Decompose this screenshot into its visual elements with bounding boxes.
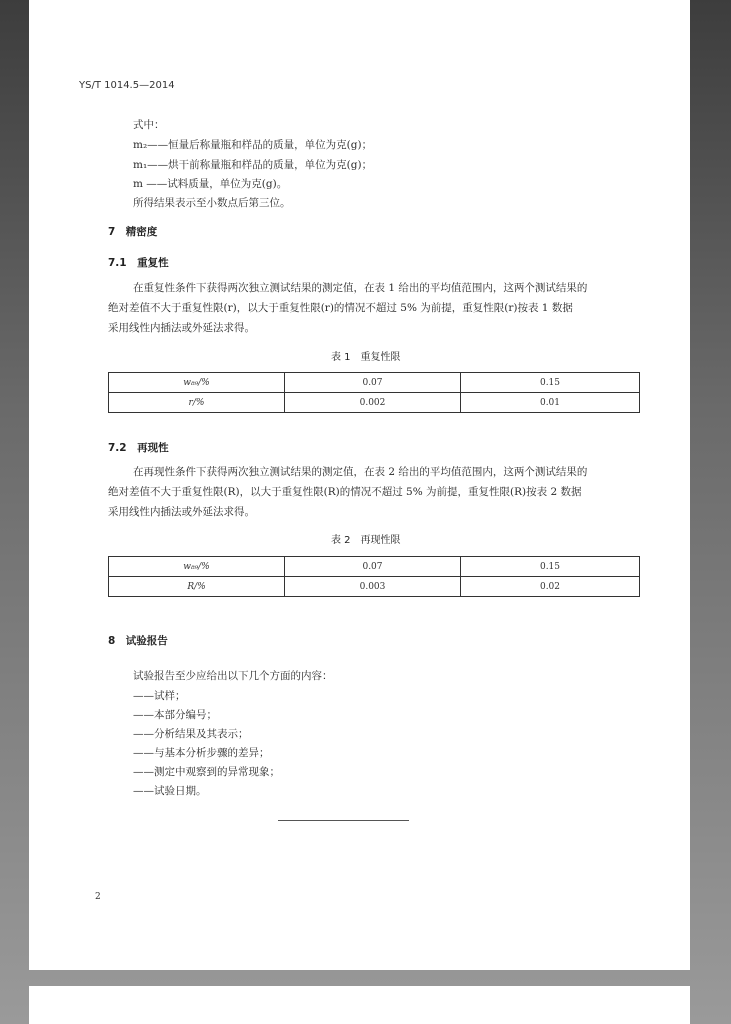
table-cell: 0.07 bbox=[285, 557, 461, 577]
table-cell: 0.02 bbox=[461, 577, 640, 597]
table-cell: 0.003 bbox=[285, 577, 461, 597]
s71-line-3: 采用线性内插法或外延法求得。 bbox=[108, 322, 255, 334]
s72-line-3: 采用线性内插法或外延法求得。 bbox=[108, 506, 255, 518]
list-item: ——试验日期。 bbox=[133, 785, 207, 797]
table-cell: 0.07 bbox=[285, 373, 461, 393]
section-7-1-title: 7.1 重复性 bbox=[108, 257, 169, 269]
section-8-title: 8 试验报告 bbox=[108, 635, 168, 647]
list-item: ——本部分编号； bbox=[133, 709, 217, 721]
table-cell: 0.15 bbox=[461, 557, 640, 577]
table-2 bbox=[108, 556, 640, 597]
table-cell: R/% bbox=[109, 577, 285, 597]
s72-line-2: 绝对差值不大于重复性限(R)，以大于重复性限(R)的情况不超过 5% 为前提，重复性限(R)按表 2 数据 bbox=[108, 486, 582, 498]
s71-line-2: 绝对差值不大于重复性限(r)，以大于重复性限(r)的情况不超过 5% 为前提，重复性限(r)按表 1 数据 bbox=[108, 302, 573, 314]
table-cell: w₈₉/% bbox=[109, 557, 285, 577]
table-cell: w₈₉/% bbox=[109, 373, 285, 393]
table-cell: 0.01 bbox=[461, 393, 640, 413]
section-7-2-title: 7.2 再现性 bbox=[108, 442, 169, 454]
var-m1: m₁——烘干前称量瓶和样品的质量，单位为克(g)； bbox=[133, 159, 373, 171]
s71-line-1: 在重复性条件下获得两次独立测试结果的测定值，在表 1 给出的平均值范围内，这两个测试结果的 bbox=[133, 282, 588, 294]
table-row bbox=[109, 577, 640, 597]
page-number: 2 bbox=[95, 892, 101, 902]
document-header: YS/T 1014.5—2014 bbox=[79, 80, 175, 91]
table-cell: 0.15 bbox=[461, 373, 640, 393]
table-row bbox=[109, 373, 640, 393]
result-note: 所得结果表示至小数点后第三位。 bbox=[133, 197, 291, 209]
table-cell: 0.002 bbox=[285, 393, 461, 413]
table-1 bbox=[108, 372, 640, 413]
table-row bbox=[109, 557, 640, 577]
formula-intro: 式中： bbox=[133, 119, 165, 131]
end-rule bbox=[278, 820, 409, 821]
table-1-caption: 表 1 重复性限 bbox=[331, 352, 401, 363]
section-7-title: 7 精密度 bbox=[108, 226, 158, 238]
next-page-edge bbox=[29, 986, 690, 1024]
list-item: ——分析结果及其表示； bbox=[133, 728, 249, 740]
list-item: ——试样； bbox=[133, 690, 186, 702]
list-item: ——与基本分析步骤的差异； bbox=[133, 747, 270, 759]
table-2-caption: 表 2 再现性限 bbox=[331, 535, 401, 546]
list-item: ——测定中观察到的异常现象； bbox=[133, 766, 280, 778]
var-m: m ——试料质量，单位为克(g)。 bbox=[133, 178, 288, 190]
table-cell: r/% bbox=[109, 393, 285, 413]
var-m2: m₂——恒量后称量瓶和样品的质量，单位为克(g)； bbox=[133, 139, 373, 151]
s72-line-1: 在再现性条件下获得两次独立测试结果的测定值，在表 2 给出的平均值范围内，这两个测试结果的 bbox=[133, 466, 588, 478]
report-intro: 试验报告至少应给出以下几个方面的内容： bbox=[133, 670, 333, 682]
table-row bbox=[109, 393, 640, 413]
